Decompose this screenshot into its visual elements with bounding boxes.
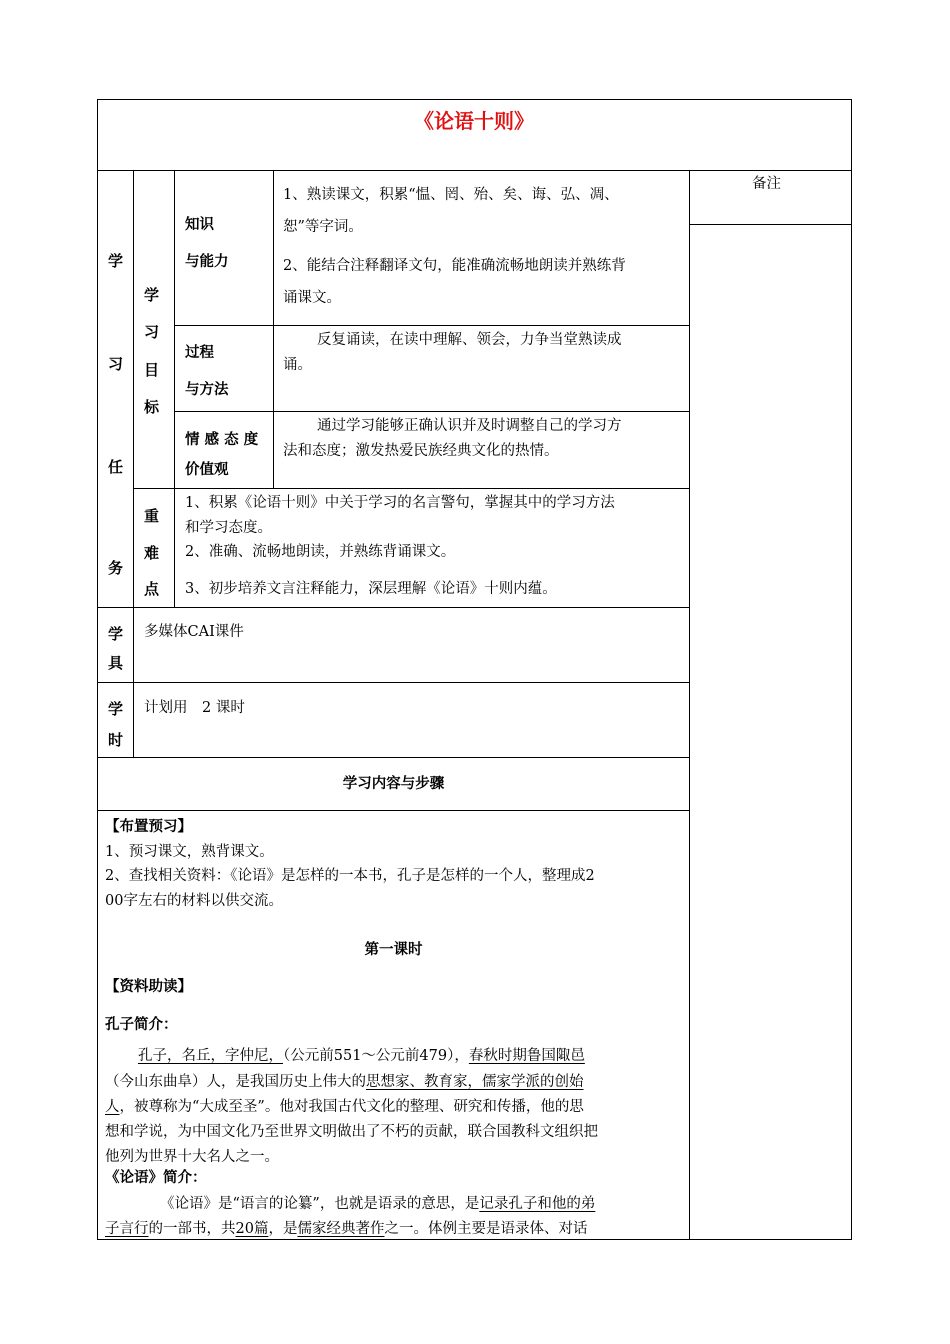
task-label-divider xyxy=(133,170,134,607)
objectives-label-divider xyxy=(174,170,175,607)
hours-row-bottom xyxy=(97,757,690,758)
process-label-1: 过程 xyxy=(185,345,214,361)
preview-item-2-line-1: 2、查找相关资料：《论语》是怎样的一本书，孔子是怎样的一个人，整理成2 xyxy=(105,868,595,884)
objectives-label-char-1: 学 xyxy=(144,286,160,304)
confucius-line-2: （今山东曲阜）人，是我国历史上伟大的思想家、教育家，儒家学派的创始 xyxy=(105,1074,584,1090)
hours-label-char-2: 时 xyxy=(108,731,124,749)
tools-value: 多媒体CAI课件 xyxy=(144,624,244,640)
task-label-char-3: 任 xyxy=(108,458,124,476)
process-label-2: 与方法 xyxy=(185,382,229,398)
knowledge-line-3: 2、能结合注释翻译文句，能准确流畅地朗读并熟练背 xyxy=(283,258,626,274)
confucius-name: 孔子，名丘，字仲尼， xyxy=(138,1048,283,1064)
preview-item-1: 1、预习课文，熟背课文。 xyxy=(105,844,274,860)
knowledge-line-1: 1、熟读课文，积累“愠、罔、殆、矣、诲、弘、凋、 xyxy=(283,187,619,203)
confucius-line-3: 人，被尊称为“大成至圣”。他对我国古代文化的整理、研究和传播，他的思 xyxy=(105,1099,584,1115)
preview-heading: 【布置预习】 xyxy=(105,819,192,835)
keypoints-line-3: 2、准确、流畅地朗读，并熟练背诵课文。 xyxy=(185,544,456,560)
objectives-sublabel-divider xyxy=(273,170,274,488)
page-title: 《论语十则》 xyxy=(414,109,534,133)
tools-label-char-2: 具 xyxy=(108,654,124,672)
remark-label: 备注 xyxy=(752,176,781,192)
materials-heading: 【资料助读】 xyxy=(105,979,192,995)
confucius-origin: 春秋时期鲁国陬邑 xyxy=(468,1048,585,1064)
table-border-left xyxy=(97,99,98,1240)
confucius-line-1: 孔子，名丘，字仲尼，（公元前551～公元前479），春秋时期鲁国陬邑 xyxy=(138,1048,585,1064)
objectives-label-char-2: 习 xyxy=(144,323,160,341)
title-row-bottom xyxy=(97,170,852,171)
emotion-line-2: 法和态度；激发热爱民族经典文化的热情。 xyxy=(283,443,559,459)
keypoints-line-2: 和学习态度。 xyxy=(185,520,272,536)
process-row-bottom xyxy=(174,411,690,412)
knowledge-line-2: 恕”等字词。 xyxy=(283,219,363,235)
keypoints-label-char-1: 重 xyxy=(144,507,160,525)
emotion-line-1: 通过学习能够正确认识并及时调整自己的学习方 xyxy=(317,418,622,434)
content-heading: 学习内容与步骤 xyxy=(342,776,445,792)
knowledge-row-bottom xyxy=(174,325,690,326)
tools-row-bottom xyxy=(97,682,690,683)
process-line-2: 诵。 xyxy=(283,357,312,373)
emotion-label-1: 情 感 态 度 xyxy=(185,432,259,448)
emotion-label-2: 价值观 xyxy=(185,462,229,478)
keypoints-line-4: 3、初步培养文言注释能力，深层理解《论语》十则内蕴。 xyxy=(185,581,557,597)
tools-label-divider xyxy=(133,607,134,757)
knowledge-label-1: 知识 xyxy=(185,217,214,233)
lunyu-line-1: 《论语》是“语言的论纂”，也就是语录的意思，是记录孔子和他的弟 xyxy=(160,1196,596,1212)
remark-header-bottom xyxy=(689,224,852,225)
remark-column-divider xyxy=(689,170,690,1240)
hours-label-char-1: 学 xyxy=(108,700,124,718)
task-label-char-1: 学 xyxy=(108,252,124,270)
process-line-1: 反复诵读，在读中理解、领会，力争当堂熟读成 xyxy=(317,332,622,348)
hours-value: 计划用 2 课时 xyxy=(144,700,245,716)
keypoints-line-1: 1、积累《论语十则》中关于学习的名言警句，掌握其中的学习方法 xyxy=(185,495,615,511)
content-heading-bottom xyxy=(97,810,690,811)
table-border-right xyxy=(851,99,852,1240)
keypoints-label-char-2: 难 xyxy=(144,544,160,562)
preview-item-2-line-2: 00字左右的材料以供交流。 xyxy=(105,893,283,909)
tools-label-char-1: 学 xyxy=(108,625,124,643)
keypoints-label-char-3: 点 xyxy=(144,580,160,598)
lunyu-line-2: 子言行的一部书，共20篇，是儒家经典著作之一。体例主要是语录体、对话 xyxy=(105,1221,588,1237)
table-border-top xyxy=(97,99,852,100)
lesson1-heading: 第一课时 xyxy=(364,942,423,958)
task-label-char-4: 务 xyxy=(108,559,124,577)
objectives-label-char-4: 标 xyxy=(144,398,160,416)
confucius-line-4: 想和学说，为中国文化乃至世界文明做出了不朽的贡献，联合国教科文组织把 xyxy=(105,1124,598,1140)
task-row-bottom xyxy=(97,607,690,608)
confucius-heading: 孔子简介： xyxy=(105,1017,178,1033)
lunyu-heading: 《论语》简介： xyxy=(105,1170,207,1186)
knowledge-line-4: 诵课文。 xyxy=(283,290,341,306)
task-label-char-2: 习 xyxy=(108,355,124,373)
confucius-line-5: 他列为世界十大名人之一。 xyxy=(105,1149,279,1165)
objectives-row-bottom xyxy=(133,488,690,489)
confucius-roles: 思想家、教育家，儒家学派的创始 xyxy=(366,1074,584,1090)
objectives-label-char-3: 目 xyxy=(144,361,160,379)
knowledge-label-2: 与能力 xyxy=(185,254,229,270)
